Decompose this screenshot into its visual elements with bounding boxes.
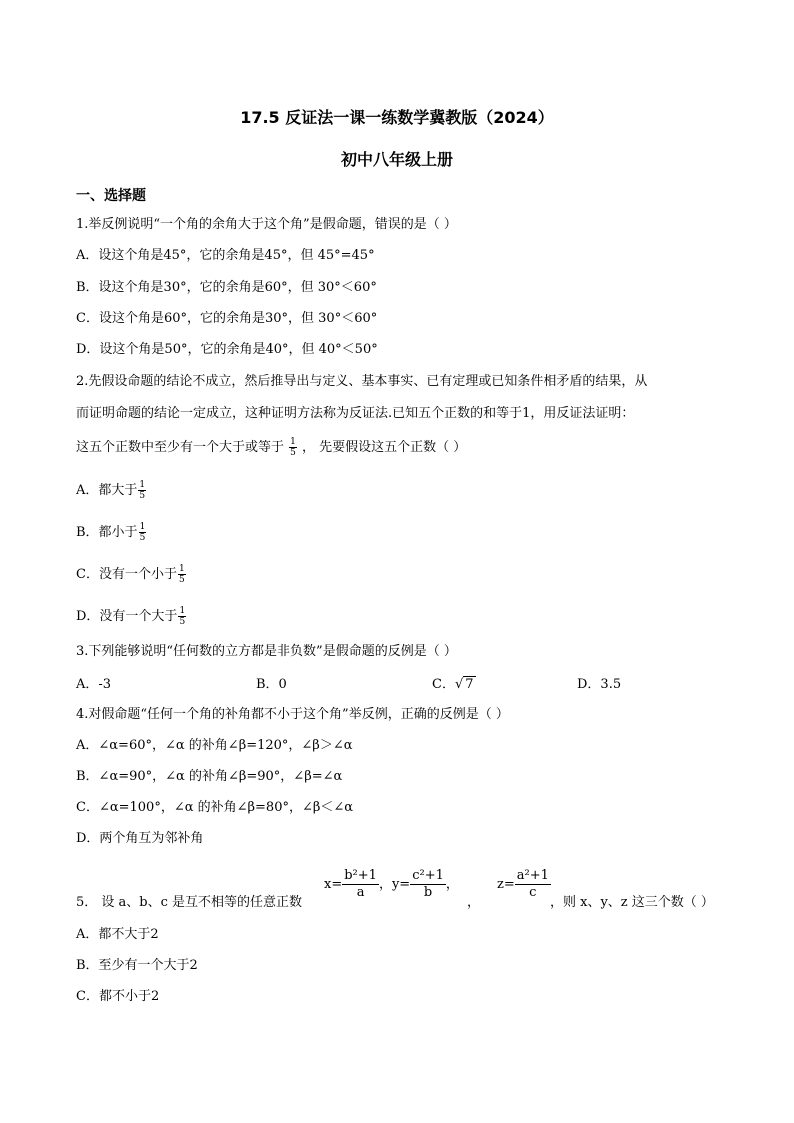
section-heading: 一、选择题 <box>76 188 146 204</box>
option-text: B．都小于 <box>76 525 138 540</box>
fraction-numerator: c²+1 <box>412 868 444 883</box>
fraction-denominator: c <box>529 885 537 900</box>
fraction-x <box>342 868 379 901</box>
question-5-stem-a: 5． 设 a、b、c 是互不相等的任意正数 <box>76 895 303 910</box>
fraction-one-fifth <box>138 480 146 501</box>
question-3-option-c <box>432 676 476 694</box>
expression-z <box>497 868 551 901</box>
fraction-numerator: 1 <box>178 564 185 574</box>
question-2-option-b <box>76 522 147 543</box>
fraction-denominator: 5 <box>290 448 296 458</box>
question-2-option-c <box>76 564 187 585</box>
question-5-option-a: A．都不大于2 <box>76 927 159 942</box>
question-4-option-b: B．∠α=90°，∠α 的补角∠β=90°，∠β=∠α <box>76 769 343 784</box>
separator-comma: ， <box>467 895 481 910</box>
question-2-line-2: 而证明命题的结论一定成立，这种证明方法称为反证法.已知五个正数的和等于1，用反证法证明： <box>76 406 635 421</box>
question-5-option-c: C．都不小于2 <box>76 989 160 1004</box>
square-root-expression: √ 7 <box>454 677 474 692</box>
fraction-denominator: 5 <box>178 575 185 585</box>
separator: ， <box>378 877 392 892</box>
radicand: 7 <box>465 677 474 692</box>
fraction-denominator: b <box>423 885 433 900</box>
fraction-one-fifth <box>139 522 147 543</box>
question-2-line-3-text-b: ， 先要假设这五个正数（ ） <box>302 440 467 455</box>
x-label: x= <box>324 877 343 892</box>
question-5-option-b: B．至少有一个大于2 <box>76 958 198 973</box>
fraction-z <box>515 868 551 901</box>
option-text: C．没有一个小于 <box>76 567 177 582</box>
document-title: 17.5 反证法一课一练数学冀教版（2024） <box>240 108 554 127</box>
question-3-option-b: B．0 <box>256 677 287 692</box>
document-subtitle: 初中八年级上册 <box>340 150 453 169</box>
question-4-option-a: A．∠α=60°，∠α 的补角∠β=120°，∠β＞∠α <box>76 738 353 753</box>
expression-x <box>324 868 459 901</box>
fraction-numerator: 1 <box>139 522 146 532</box>
question-1-option-b: B．设这个角是30°，它的余角是60°，但 30°＜60° <box>76 280 377 295</box>
separator: ， <box>445 877 459 892</box>
z-label: z= <box>497 877 515 892</box>
question-1-option-c: C．设这个角是60°，它的余角是30°，但 30°＜60° <box>76 311 378 326</box>
fraction-one-fifth <box>178 606 186 627</box>
fraction-one-fifth <box>289 437 297 458</box>
fraction-numerator: 1 <box>139 480 146 490</box>
fraction-denominator: 5 <box>139 533 146 543</box>
y-label: y= <box>391 877 411 892</box>
fraction-denominator: 5 <box>139 491 146 501</box>
question-1-option-d: D．设这个角是50°，它的余角是40°，但 40°＜50° <box>76 342 378 357</box>
option-text: C． <box>432 677 455 692</box>
fraction-y <box>410 868 446 901</box>
fraction-numerator: 1 <box>290 437 296 447</box>
fraction-denominator: 5 <box>179 617 186 627</box>
fraction-numerator: b²+1 <box>344 868 377 883</box>
fraction-one-fifth <box>178 564 186 585</box>
question-5-stem-b: ，则 x、y、z 这三个数（ ） <box>550 895 714 910</box>
question-3-option-d: D．3.5 <box>577 677 622 692</box>
question-4-option-c: C．∠α=100°，∠α 的补角∠β=80°，∠β＜∠α <box>76 800 354 815</box>
fraction-numerator: a²+1 <box>516 868 549 883</box>
question-3-option-a: A．-3 <box>76 677 112 692</box>
question-4-stem: 4.对假命题“任何一个角的补角都不小于这个角”举反例，正确的反例是（ ） <box>76 707 509 722</box>
question-1-option-a: A．设这个角是45°，它的余角是45°，但 45°=45° <box>76 248 375 263</box>
fraction-numerator: 1 <box>179 606 186 616</box>
question-3-stem: 3.下列能够说明“任何数的立方都是非负数”是假命题的反例是（ ） <box>76 644 457 659</box>
question-1-stem: 1.举反例说明“一个角的余角大于这个角”是假命题，错误的是（ ） <box>76 217 457 232</box>
question-2-line-3 <box>76 437 466 458</box>
question-2-option-d <box>76 606 187 627</box>
fraction-denominator: a <box>356 885 365 900</box>
question-2-option-a <box>76 480 147 501</box>
option-text: A．都大于 <box>76 483 138 498</box>
question-2-line-1: 2.先假设命题的结论不成立，然后推导出与定义、基本事实、已有定理或已知条件相矛盾的结果，从 <box>76 374 648 389</box>
option-text: D．没有一个大于 <box>76 609 178 624</box>
question-4-option-d: D．两个角互为邻补角 <box>76 831 204 846</box>
question-2-line-3-text-a: 这五个正数中至少有一个大于或等于 <box>76 440 285 455</box>
